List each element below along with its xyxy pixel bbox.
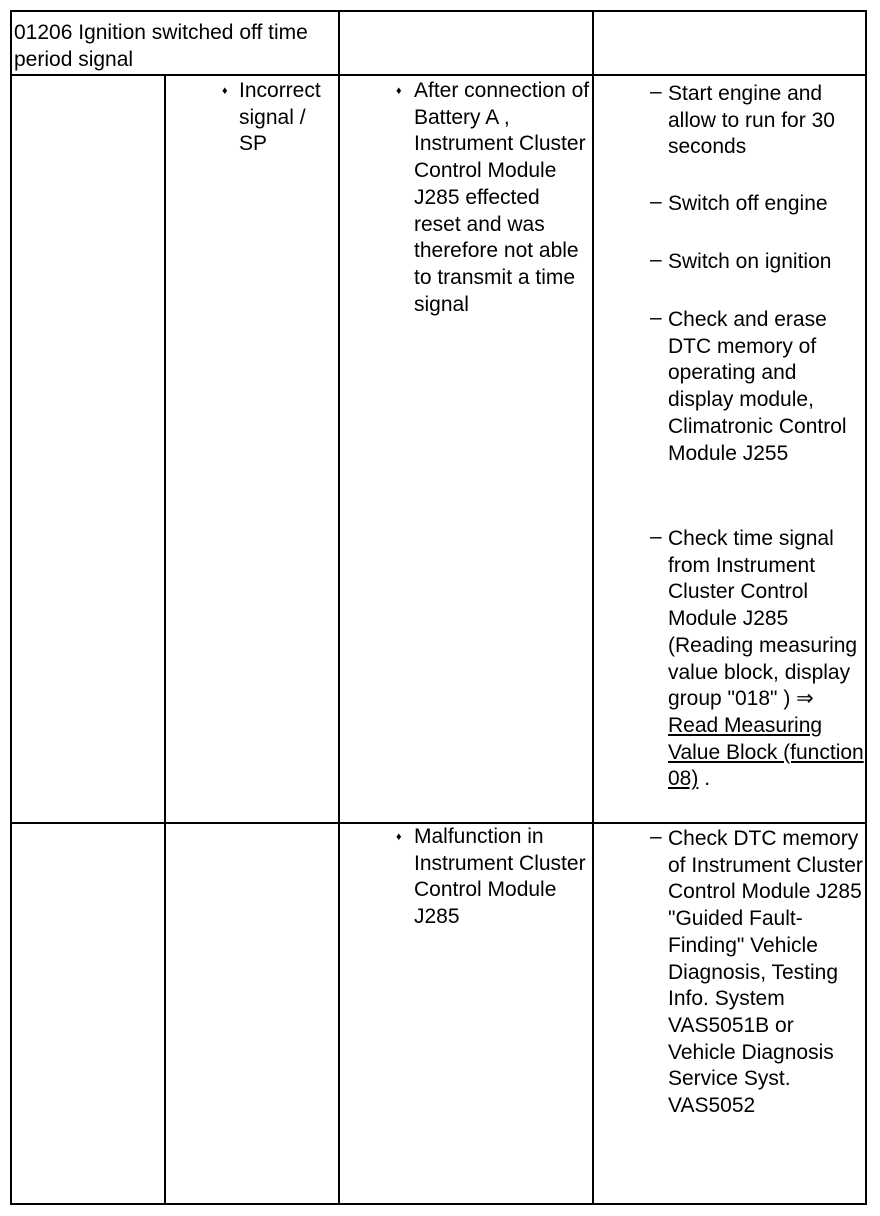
table-column-divider-1: [164, 74, 166, 1205]
cause-bullet-icon: ♦: [396, 831, 402, 843]
table-border-left: [10, 10, 12, 1205]
remedy-step: [650, 526, 865, 793]
remedy-step-text: [650, 526, 865, 793]
remedy-step-text: Check and erase DTC memory of operating and display module, Climatronic Control Module J255: [668, 308, 847, 465]
remedy-step: [650, 191, 865, 218]
dash-icon: –: [650, 248, 662, 271]
remedy-step: [650, 307, 865, 467]
symptom-cell: [222, 78, 337, 158]
cause-text-1: After connection of Battery A , Instrument Cluster Control Module J285 effected reset and was therefore not able to transmit a time signal: [414, 79, 590, 316]
remedy-step-5-tail: .: [704, 767, 711, 791]
cause-cell-2: [396, 824, 591, 931]
table-column-divider-3: [592, 10, 594, 1205]
remedy-step-text: Start engine and allow to run for 30 seconds: [668, 82, 835, 159]
read-measuring-value-block-link[interactable]: Read Measuring Value Block (function 08): [668, 713, 864, 791]
table-border-right: [865, 10, 867, 1205]
remedy-step-row-2: [650, 826, 865, 1120]
cause-cell-1: [396, 78, 591, 318]
symptom-text: Incorrect signal / SP: [239, 79, 321, 156]
remedy-step-text: Switch off engine: [668, 192, 828, 215]
remedy-step: [650, 81, 865, 161]
dash-icon: –: [650, 80, 662, 103]
table-row-divider-1: [10, 74, 867, 76]
remedy-step-5-text: Check time signal from Instrument Cluster Control Module J285 (Reading measuring value block, display group "018" ) ⇒: [668, 527, 858, 711]
dtc-code-title: [14, 20, 314, 73]
dtc-code-title-text: 01206 Ignition switched off time period signal: [14, 21, 308, 71]
table-border-bottom: [10, 1203, 867, 1205]
dash-icon: –: [650, 190, 662, 213]
cause-bullet-icon: ♦: [396, 85, 402, 97]
dash-icon: –: [650, 825, 662, 848]
dash-icon: –: [650, 525, 662, 548]
table-border-top: [10, 10, 867, 12]
remedy-step-text: Check DTC memory of Instrument Cluster Control Module J285 "Guided Fault-Finding" Vehicle Diagnosis, Testing Info. System VAS5051B or Vehicle Diagnosis Service Syst. VAS5052: [668, 827, 863, 1118]
symptom-bullet-icon: ♦: [222, 85, 228, 97]
remedy-step: [650, 249, 865, 276]
cause-text-2: Malfunction in Instrument Cluster Control Module J285: [414, 825, 586, 929]
dash-icon: –: [650, 306, 662, 329]
table-column-divider-2: [338, 10, 340, 1205]
remedy-step-text: Switch on ignition: [668, 250, 832, 273]
